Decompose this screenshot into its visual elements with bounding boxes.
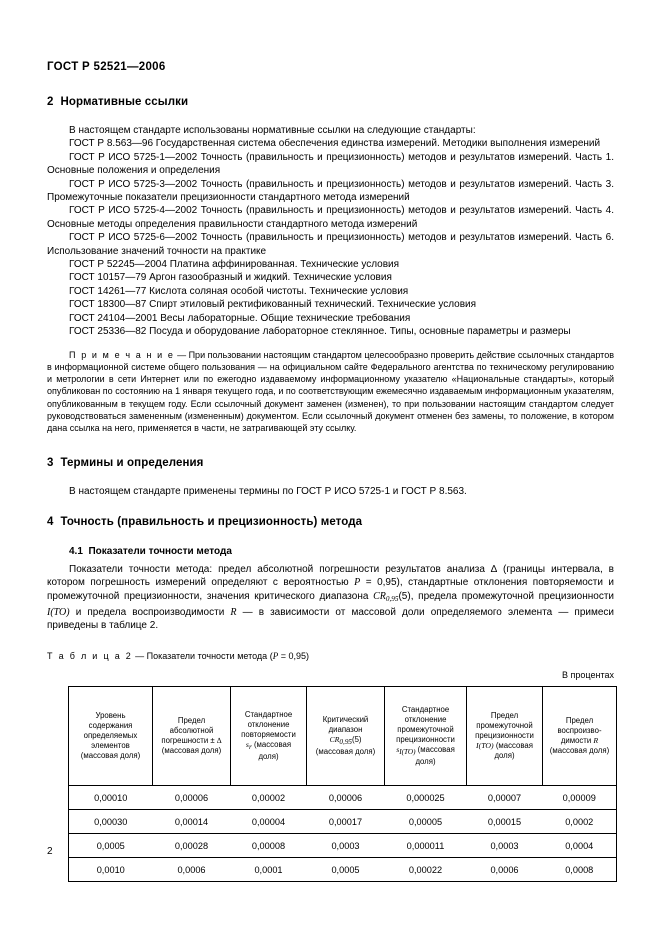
para-fragment: Показатели точности метода: предел абсолютной погрешности результатов анализа ∆ (границы интервала, в котором погрешность измерений определяют с вероятностью <box>47 563 614 589</box>
table-cell: 0,000025 <box>385 786 467 810</box>
column-header-level: Уровень содержания определяемых элементов (массовая доля) <box>69 687 153 786</box>
table-cell: 0,00014 <box>153 810 231 834</box>
column-header-abs-error: Предел абсолютной погрешности ± ∆ (массовая доля) <box>153 687 231 786</box>
table-row <box>69 858 617 882</box>
reference-item: ГОСТ Р ИСО 5725-4—2002 Точность (правильность и прецизионность) методов и результатов измерений. Часть 4. Основные методы определения правильности стандартного метода измерений <box>47 205 614 230</box>
table-caption-text: — Показатели точности метода ( <box>132 651 273 661</box>
symbol-I-TO: I(TO) <box>47 607 70 618</box>
reference-item: ГОСТ Р ИСО 5725-3—2002 Точность (правильность и прецизионность) методов и результатов измерений. Часть 3. Промежуточные показатели прецизионности стандартного метода измерений <box>47 178 614 204</box>
table-caption-symbol-P: P <box>272 651 279 661</box>
note-label: П р и м е ч а н и е <box>69 349 175 360</box>
section-2-number: 2 <box>47 96 54 108</box>
running-head: ГОСТ Р 52521—2006 <box>47 61 166 73</box>
table-cell: 0,00005 <box>385 810 467 834</box>
reference-item: ГОСТ 14261—77 Кислота соляная особой чистоты. Технические условия <box>69 285 409 297</box>
page-number: 2 <box>47 846 53 857</box>
table-cell: 0,0001 <box>231 858 307 882</box>
table-cell: 0,0002 <box>543 810 617 834</box>
table-caption-label: Т а б л и ц а 2 <box>47 651 133 661</box>
column-header-critical-range: Критический диапазон CR0,95(5) (массовая доля) <box>307 687 385 786</box>
table-cell: 0,0008 <box>543 858 617 882</box>
table-row <box>69 786 617 810</box>
column-header-intermediate-limit: Предел промежуточной прецизионности I(TO) (массовая доля) <box>467 687 543 786</box>
section-3-number: 3 <box>47 456 54 469</box>
table-cell: 0,00004 <box>231 810 307 834</box>
para-fragment: = 0,95), стандартные отклонения повторяемости и промежуточной прецизионности, значения критического диапазона <box>47 577 615 602</box>
subsection-4-1-title: Показатели точности метода <box>88 545 232 557</box>
section-2-title: Нормативные ссылки <box>60 96 189 108</box>
reference-item: ГОСТ 10157—79 Аргон газообразный и жидкий. Технические условия <box>69 272 392 284</box>
table-cell: 0,00007 <box>467 786 543 810</box>
table-cell: 0,0006 <box>467 858 543 882</box>
note-text: — При пользовании настоящим стандартом целесообразно проверить действие ссылочных стандартов в информационной системе общего пользования — на официальном сайте Федерального агентства по техническому регулированию и метрологии в сети Интернет или по ежегодно издаваемому информационному указателю «Национальные стандарты», который опубликован по состоянию на 1 января текущего года, и по соответствующим ежемесячно издаваемым информационным указателям, опубликованным в текущем году. Если ссылочный документ заменен (изменен), то при пользовании настоящим стандартом следует руководствоваться замененным (измененным) документом. Если ссылочный документ отменен без замены, то положение, в котором дана ссылка на него, применяется в части, не затрагивающей эту ссылку. <box>47 349 614 434</box>
section-4-number: 4 <box>47 515 54 528</box>
normative-note <box>47 349 614 435</box>
table-cell: 0,0003 <box>307 834 385 858</box>
table-cell: 0,00022 <box>385 858 467 882</box>
table-cell: 0,00006 <box>153 786 231 810</box>
section-2-intro: В настоящем стандарте использованы нормативные ссылки на следующие стандарты: <box>69 125 476 136</box>
table-cell: 0,00009 <box>543 786 617 810</box>
table-header-row <box>69 687 617 786</box>
symbol-CR: CR <box>373 590 386 602</box>
table-cell: 0,0005 <box>69 834 153 858</box>
table-cell: 0,00006 <box>307 786 385 810</box>
reference-item: ГОСТ Р ИСО 5725-6—2002 Точность (правильность и прецизионность) методов и результатов измерений. Часть 6. Использование значений точности на практике <box>47 232 614 257</box>
table-row <box>69 810 617 834</box>
column-header-intermediate-sd: Стандартное отклонение промежуточной прецизионности sI(TO) (массовая доля) <box>385 687 467 786</box>
section-4-heading <box>47 516 614 528</box>
section-3-body: В настоящем стандарте применены термины по ГОСТ Р ИСО 5725-1 и ГОСТ Р 8.563. <box>69 485 467 497</box>
reference-item: ГОСТ 24104—2001 Весы лабораторные. Общие технические требования <box>69 312 411 324</box>
table-cell: 0,0004 <box>543 834 617 858</box>
table-cell: 0,00010 <box>69 786 153 810</box>
reference-item: ГОСТ Р 8.563—96 Государственная система обеспечения единства измерений. Методики выполнения измерений <box>69 138 601 150</box>
table-row <box>69 834 617 858</box>
subsection-4-1-heading <box>47 546 614 557</box>
table-caption-tail: = 0,95) <box>278 651 309 661</box>
table-cell: 0,00002 <box>231 786 307 810</box>
reference-item: ГОСТ Р 52245—2004 Платина аффинированная. Технические условия <box>69 259 400 271</box>
table-units-note: В процентах <box>562 670 614 680</box>
para-fragment: и предела воспроизводимости <box>69 607 231 618</box>
document-body <box>47 96 614 633</box>
symbol-R: R <box>230 607 237 618</box>
reference-item: ГОСТ Р ИСО 5725-1—2002 Точность (правильность и прецизионность) методов и результатов измерений. Часть 1. Основные положения и определения <box>47 151 614 177</box>
table-cell: 0,00028 <box>153 834 231 858</box>
table-cell: 0,0006 <box>153 858 231 882</box>
subsection-4-1-number: 4.1 <box>69 545 83 557</box>
table-cell: 0,00030 <box>69 810 153 834</box>
symbol-CR-subscript: 0,95 <box>385 594 399 603</box>
column-header-reproducibility: Предел воспроизво- димости R (массовая доля) <box>543 687 617 786</box>
section-2-heading <box>47 96 614 108</box>
para-fragment: (5), предела промежуточной прецизионности <box>398 590 614 602</box>
section-3-title: Термины и определения <box>60 456 204 469</box>
column-header-repeatability-sd: Стандартное отклонение повторяемости sr (массовая доля) <box>231 687 307 786</box>
reference-item: ГОСТ 25336—82 Посуда и оборудование лабораторное стеклянное. Типы, основные параметры и размеры <box>69 326 571 338</box>
table-cell: 0,00008 <box>231 834 307 858</box>
table-cell: 0,00015 <box>467 810 543 834</box>
accuracy-table <box>68 686 617 882</box>
table-cell: 0,00017 <box>307 810 385 834</box>
table-cell: 0,0003 <box>467 834 543 858</box>
table-cell: 0,000011 <box>385 834 467 858</box>
table-caption <box>47 651 309 661</box>
section-4-title: Точность (правильность и прецизионность) метода <box>60 515 363 528</box>
reference-item: ГОСТ 18300—87 Спирт этиловый ректификованный технический. Технические условия <box>69 299 477 311</box>
table-cell: 0,0005 <box>307 858 385 882</box>
section-3-heading <box>47 457 614 469</box>
table-cell: 0,0010 <box>69 858 153 882</box>
symbol-P: P <box>354 577 361 589</box>
para-fragment: — в зависимости от массовой доли определяемого элемента — примеси приведены в таблице 2. <box>47 607 615 632</box>
subsection-4-1-body <box>47 563 614 633</box>
